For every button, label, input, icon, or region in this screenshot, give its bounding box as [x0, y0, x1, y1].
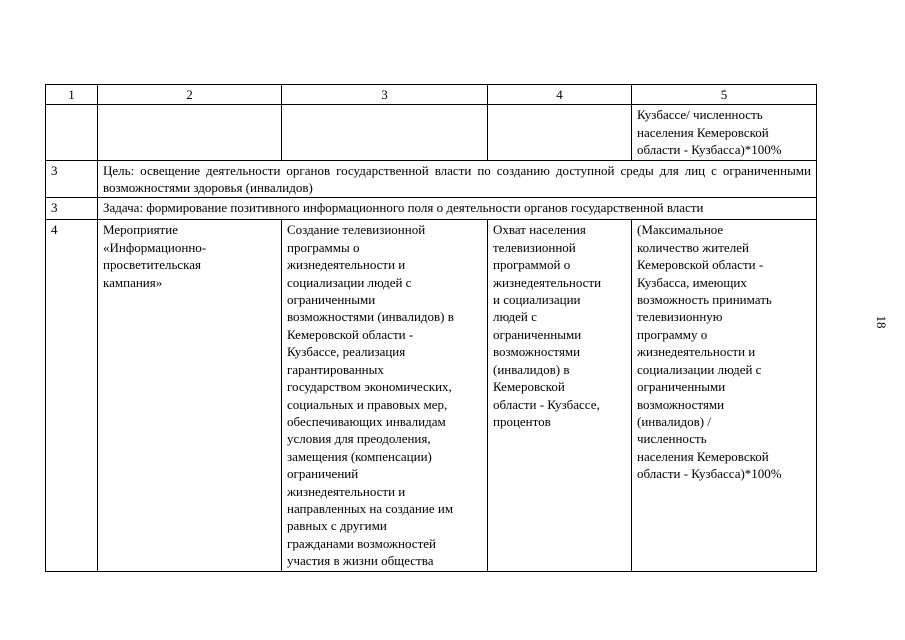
header-col-4: 4 [488, 85, 632, 105]
event-number: 4 [46, 220, 98, 571]
header-col-3: 3 [282, 85, 488, 105]
header-col-2: 2 [98, 85, 282, 105]
page-number: 18 [874, 315, 889, 329]
indicators-table [45, 84, 817, 572]
cont-cell-4 [488, 105, 632, 160]
header-col-1: 1 [46, 85, 98, 105]
goal-text: Цель: освещение деятельности органов государственной власти по созданию доступной среды для лиц с ограниченными возможностями здоровья (инвалидов) [98, 160, 817, 198]
event-formula: (Максимальное количество жителей Кемеровской области - Кузбасса, имеющих возможность принимать телевизионную программу о жизнедеятельности и социализации людей с ограниченными возможностями (инвалидов) / численность населения Кемеровской области - Кузбасса)*100% [632, 220, 817, 571]
event-description: Создание телевизионной программы о жизнедеятельности и социализации людей с ограниченными возможностями (инвалидов) в Кемеровской области - Кузбассе, реализация гарантированных государством экономических, социальных и правовых мер, обеспечивающих инвалидам условия для преодоления, замещения (компенсации) ограничений жизнедеятельности и направленных на создание им равных с другими гражданами возможностей участия в жизни общества [282, 220, 488, 571]
table-row-goal [46, 160, 817, 198]
cont-cell-2 [98, 105, 282, 160]
table-row-task [46, 198, 817, 220]
table-header-row [46, 85, 817, 105]
header-col-5: 5 [632, 85, 817, 105]
cont-cell-1 [46, 105, 98, 160]
task-text: Задача: формирование позитивного информационного поля о деятельности органов государственной власти [98, 198, 817, 220]
cont-cell-3 [282, 105, 488, 160]
cont-cell-5: Кузбассе/ численность населения Кемеровской области - Кузбасса)*100% [632, 105, 817, 160]
table-row-event [46, 220, 817, 571]
task-number: 3 [46, 198, 98, 220]
table-row-continuation [46, 105, 817, 160]
event-indicator: Охват населения телевизионной программой о жизнедеятельности и социализации людей с ограниченными возможностями (инвалидов) в Кемеровской области - Кузбассе, процентов [488, 220, 632, 571]
goal-number: 3 [46, 160, 98, 198]
event-name: Мероприятие «Информационно- просветительская кампания» [98, 220, 282, 571]
